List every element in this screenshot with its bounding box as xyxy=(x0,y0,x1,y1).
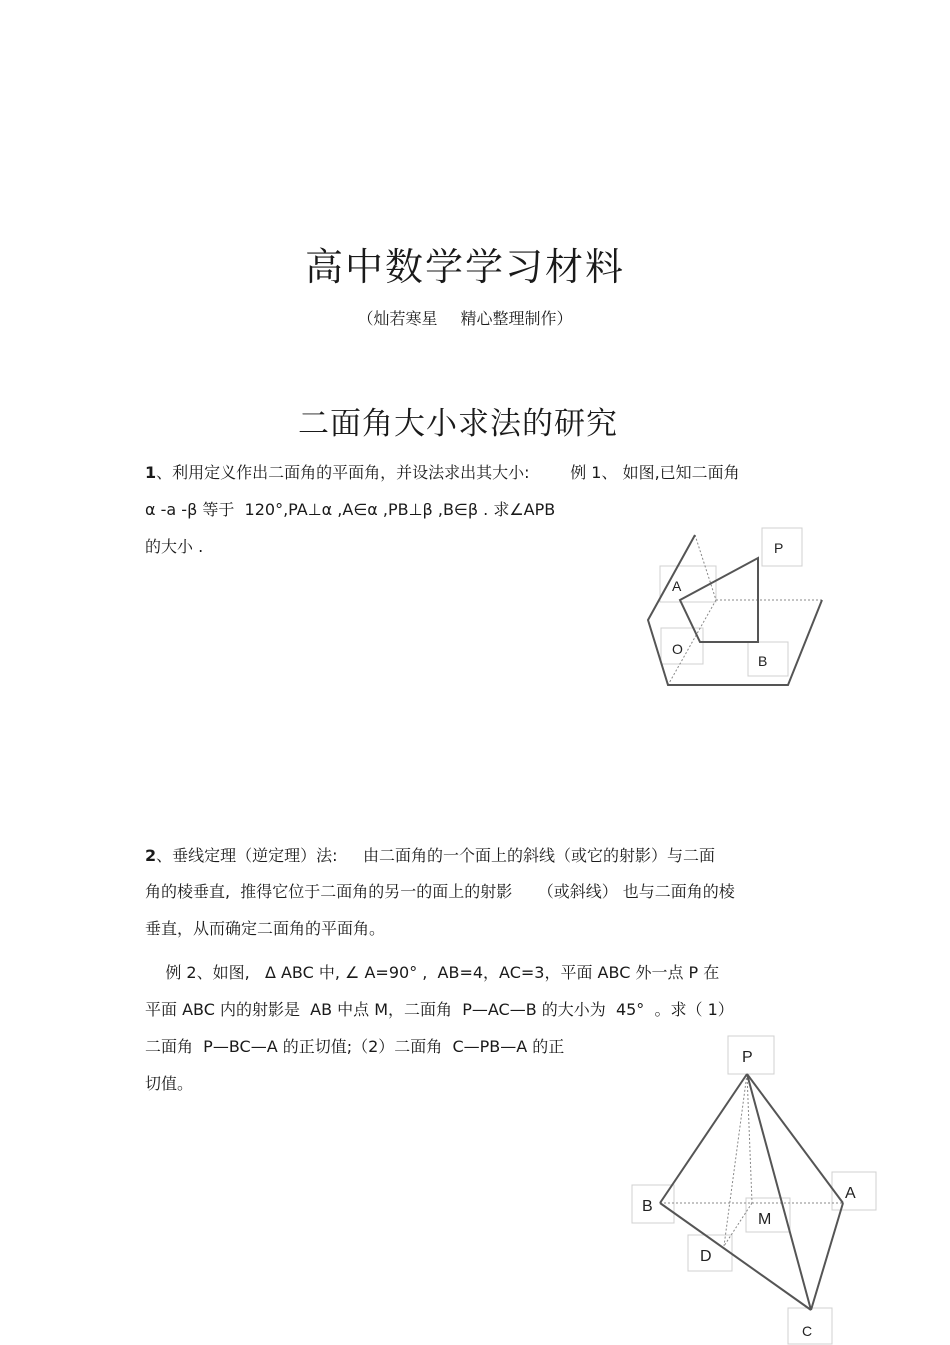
section1-number: 1 xyxy=(145,463,157,482)
figure2-line-pd xyxy=(724,1074,747,1246)
figure2-edge-pa xyxy=(747,1074,843,1203)
section2-line3: 垂直，从而确定二面角的平面角。 xyxy=(145,919,386,938)
figure1-label-a: A xyxy=(672,578,682,594)
figure1-plane-outline xyxy=(648,535,822,685)
figure2-label-d: D xyxy=(700,1248,712,1265)
figure1-label-b: B xyxy=(758,653,768,669)
figure1-label-p: P xyxy=(774,540,784,556)
figure1-label-o: O xyxy=(672,641,683,657)
figure2-label-b: B xyxy=(642,1198,653,1215)
figure2-edge-pc xyxy=(747,1074,811,1310)
figure2-line-md xyxy=(724,1203,752,1246)
section2-line1-text: 、垂线定理（逆定理）法: 由二面角的一个面上的斜线（或它的射影）与二面 xyxy=(156,846,715,865)
figure1-label-box-b xyxy=(748,642,788,676)
figure1-diagram xyxy=(620,520,840,700)
example2-line1: 例 2、如图, Δ ABC 中, ∠ A=90° , AB=4，AC=3，平面 ABC 外一点 P 在 xyxy=(145,963,720,982)
figure2-label-p: P xyxy=(742,1049,753,1066)
figure2-label-a: A xyxy=(845,1185,856,1202)
document-subtitle: （灿若寒星 精心整理制作） xyxy=(357,309,573,328)
figure2-diagram xyxy=(625,1030,880,1345)
figure2-edge-pb xyxy=(660,1074,747,1203)
example2-line4: 切值。 xyxy=(145,1074,194,1093)
example2-line2: 平面 ABC 内的射影是 AB 中点 M，二面角 P—AC—B 的大小为 45° 。求（ 1） xyxy=(145,1000,734,1019)
figure1-quadrilateral xyxy=(680,558,758,642)
figure2-label-c: C xyxy=(802,1323,813,1339)
section2-line1 xyxy=(145,837,715,874)
section1-line1-text: 、利用定义作出二面角的平面角，并设法求出其大小: 例 1、 如图,已知二面角 xyxy=(156,463,740,482)
section1-line3: 的大小 . xyxy=(145,537,204,556)
figure2-label-m: M xyxy=(758,1211,772,1228)
document-title: 高中数学学习材料 xyxy=(304,245,625,289)
section1-line1 xyxy=(145,454,740,491)
section1-line2: α -a -β 等于 120°,PA⊥α ,A∈α ,PB⊥β ,B∈β . 求∠APB xyxy=(145,500,556,519)
section2-number: 2 xyxy=(145,846,157,865)
section-heading: 二面角大小求法的研究 xyxy=(298,406,618,442)
section2-line2: 角的棱垂直, 推得它位于二面角的另一的面上的射影 （或斜线） 也与二面角的棱 xyxy=(145,882,735,901)
example2-line3: 二面角 P—BC—A 的正切值;（2）二面角 C—PB—A 的正 xyxy=(145,1037,565,1056)
figure2-edge-ac xyxy=(811,1203,843,1310)
figure2-edge-bc xyxy=(660,1203,811,1310)
